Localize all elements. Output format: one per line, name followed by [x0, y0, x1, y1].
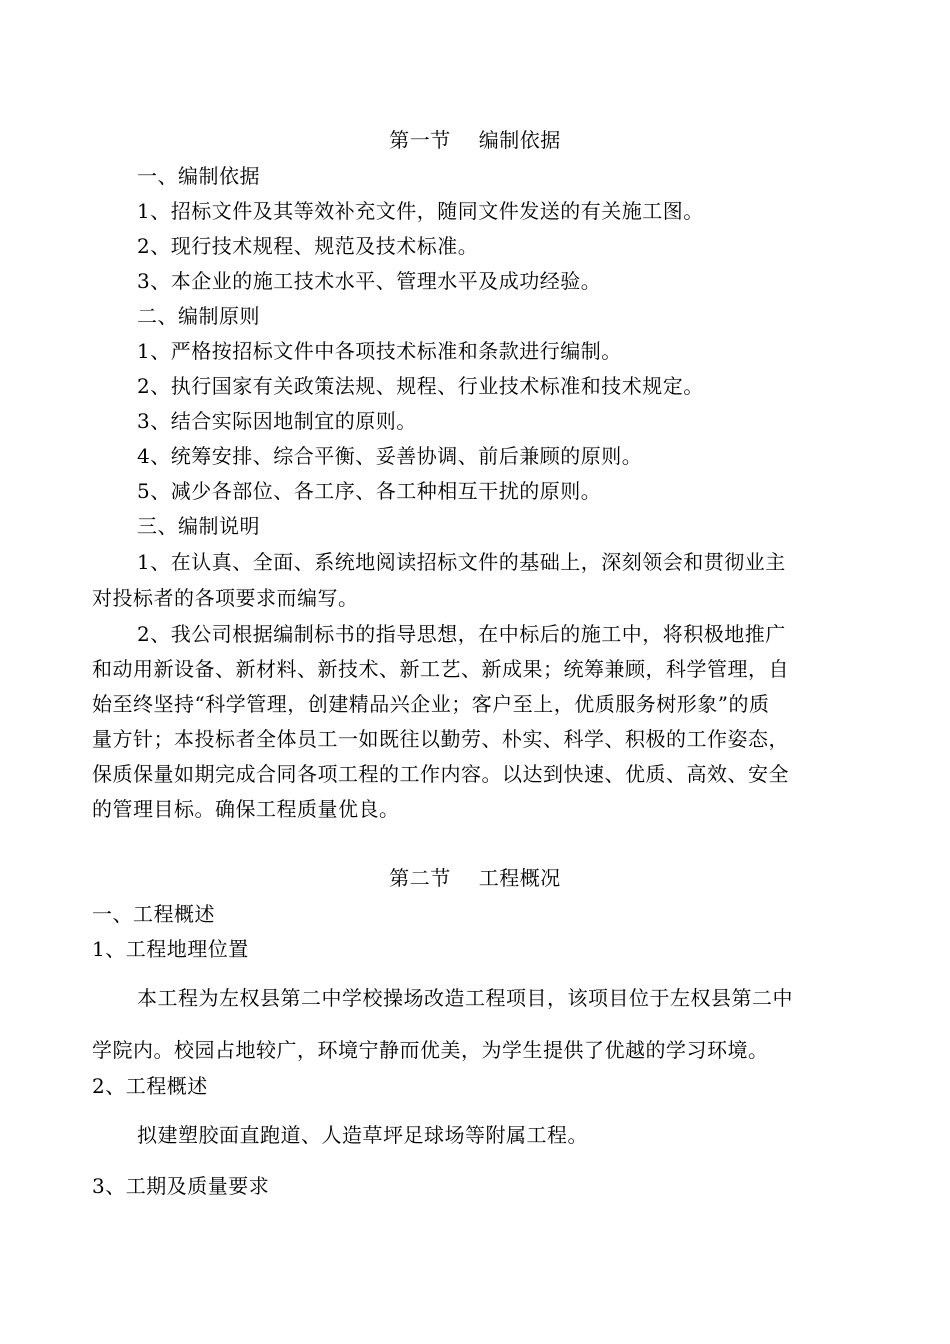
principle-item-2: 2、执行国家有关政策法规、规程、行业技术标准和技术规定。: [137, 374, 704, 398]
description-1-line-1: 1、在认真、全面、系统地阅读招标文件的基础上，深刻领会和贯彻业主: [137, 550, 786, 574]
basis-item-1: 1、招标文件及其等效补充文件，随同文件发送的有关施工图。: [137, 199, 704, 223]
principle-item-1: 1、严格按招标文件中各项技术标准和条款进行编制。: [137, 339, 622, 363]
principle-item-4: 4、统筹安排、综合平衡、妥善协调、前后兼顾的原则。: [137, 444, 643, 468]
heading-overview: 一、工程概述: [92, 902, 215, 926]
subheading-schedule-quality: 3、工期及质量要求: [92, 1174, 270, 1198]
section-1-number: 第一节: [389, 128, 451, 152]
section-1-heading: 编制依据: [478, 128, 561, 152]
basis-item-3: 3、本企业的施工技术水平、管理水平及成功经验。: [137, 269, 602, 293]
description-1-line-2: 对投标者的各项要求而编写。: [92, 586, 359, 610]
section-2-title: [0, 860, 950, 896]
section-2-heading: 工程概况: [478, 866, 561, 890]
basis-item-2: 2、现行技术规程、规范及技术标准。: [137, 234, 479, 258]
description-2-line-1: 2、我公司根据编制标书的指导思想，在中标后的施工中，将积极地推广: [137, 622, 786, 646]
location-line-2: 学院内。校园占地较广，环境宁静而优美，为学生提供了优越的学习环境。: [92, 1038, 769, 1062]
description-2-line-6: 的管理目标。确保工程质量优良。: [92, 797, 400, 821]
heading-description: 三、编制说明: [137, 514, 260, 538]
principle-item-5: 5、减少各部位、各工序、各工种相互干扰的原则。: [137, 479, 602, 503]
subheading-overview: 2、工程概述: [92, 1074, 208, 1098]
location-line-1: 本工程为左权县第二中学校操场改造工程项目，该项目位于左权县第二中: [137, 986, 793, 1010]
subheading-location: 1、工程地理位置: [92, 937, 249, 961]
heading-principles: 二、编制原则: [137, 304, 260, 328]
description-2-line-2: 和动用新设备、新材料、新技术、新工艺、新成果；统筹兼顾，科学管理，自: [92, 657, 789, 681]
description-2-line-5: 保质保量如期完成合同各项工程的工作内容。以达到快速、优质、高效、安全: [92, 762, 789, 786]
section-2-number: 第二节: [389, 866, 451, 890]
heading-basis: 一、编制依据: [137, 164, 260, 188]
section-1-title: [0, 122, 950, 158]
principle-item-3: 3、结合实际因地制宜的原则。: [137, 409, 417, 433]
description-2-line-3: 始至终坚持“科学管理，创建精品兴企业；客户至上，优质服务树形象”的质: [92, 692, 770, 716]
description-2-line-4: 量方针；本投标者全体员工一如既往以勤劳、朴实、科学、积极的工作姿态，: [92, 727, 789, 751]
overview-text: 拟建塑胶面直跑道、人造草坪足球场等附属工程。: [137, 1123, 588, 1147]
